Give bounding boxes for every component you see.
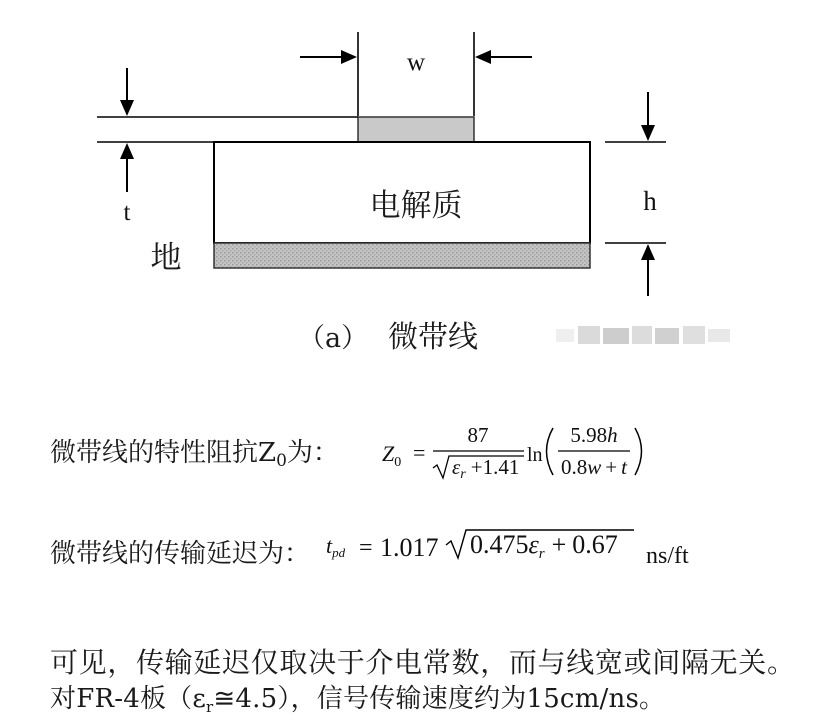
microstrip-diagram <box>97 32 730 355</box>
delay-lead-text: 微带线的传输延迟为： <box>50 539 311 569</box>
inner-numerator <box>570 423 617 447</box>
conclusion-line-1: 可见，传输延迟仅取决于介电常数，而与线宽或间隔无关。 <box>50 646 795 679</box>
figure-caption <box>298 320 478 355</box>
conclusion-line-2-subscript: r <box>206 698 214 716</box>
height-label: h <box>643 186 657 216</box>
impedance-numerator: 87 <box>467 423 489 447</box>
ground-label: 地 <box>150 240 182 276</box>
impedance-formula-row <box>50 423 642 482</box>
conclusion-line-2-end: ≅4.5），信号传输速度约为15cm/ns。 <box>213 684 665 714</box>
delay-unit: ns/ft <box>646 543 689 569</box>
width-arrow-right-head <box>475 50 491 64</box>
impedance-lead: 微带线的特性阻抗Z <box>50 438 277 468</box>
height-arrow-down-head <box>641 125 655 141</box>
delay-equation <box>326 530 689 569</box>
impedance-log: ln <box>527 444 543 466</box>
impedance-lhs-symbol: Z <box>382 441 395 466</box>
right-paren <box>635 428 642 475</box>
delay-coefficient: 1.017 <box>380 533 439 562</box>
impedance-lead-subscript: 0 <box>276 451 287 471</box>
width-arrow-left-head <box>341 50 357 64</box>
caption-tag: （a） <box>298 323 369 354</box>
height-arrow-up-head <box>641 244 655 260</box>
delay-radicand <box>470 530 618 562</box>
inner-denominator-var: w <box>587 455 602 479</box>
thickness-arrow-up-head <box>120 143 134 159</box>
impedance-equation <box>382 423 642 482</box>
impedance-lhs <box>382 441 401 470</box>
delay-radicand-op: + <box>551 530 567 559</box>
width-dimension <box>300 32 532 116</box>
blurred-watermark <box>556 326 730 344</box>
impedance-denominator <box>452 455 519 482</box>
left-paren <box>547 428 554 475</box>
epsilon-symbol: ε <box>452 455 461 479</box>
delay-radicand-rest: 0.67 <box>572 530 618 559</box>
inner-denominator-var2: t <box>621 455 627 479</box>
conclusion-paragraph <box>50 646 795 716</box>
thickness-arrow-down-head <box>120 100 134 116</box>
epsilon-symbol: ε <box>528 530 539 559</box>
delay-formula-row <box>50 530 689 569</box>
thickness-label: t <box>123 199 131 226</box>
watermark-block <box>603 328 629 344</box>
inner-denominator-op: + <box>605 455 618 479</box>
epsilon-subscript: r <box>460 467 466 482</box>
watermark-block <box>683 326 705 344</box>
height-dimension <box>605 92 666 296</box>
epsilon-subscript: r <box>538 546 545 562</box>
dielectric-label: 电解质 <box>369 188 463 224</box>
ground-plane <box>214 243 590 268</box>
delay-radicand-coef: 0.475 <box>470 530 529 559</box>
impedance-lead-text <box>50 438 339 471</box>
watermark-block <box>708 329 730 342</box>
impedance-denominator-rest: +1.41 <box>470 455 520 479</box>
inner-numerator-coef: 5.98 <box>570 423 608 447</box>
watermark-block <box>655 328 679 344</box>
impedance-lhs-subscript: 0 <box>394 455 402 470</box>
inner-denominator-coef: 0.8 <box>561 455 588 479</box>
conclusion-line-2 <box>50 684 665 716</box>
delay-lhs-subscript: pd <box>332 545 346 560</box>
delay-lhs <box>326 533 346 560</box>
delay-lhs-symbol: t <box>326 533 333 558</box>
inner-denominator <box>561 455 628 479</box>
watermark-block <box>578 326 600 344</box>
watermark-block <box>632 326 652 344</box>
caption-title: 微带线 <box>388 320 478 355</box>
width-label: w <box>406 49 426 76</box>
conclusion-line-2-start: 对FR-4板（ε <box>50 684 206 714</box>
inner-numerator-var: h <box>607 423 618 447</box>
impedance-equals: = <box>413 440 426 465</box>
watermark-block <box>556 329 574 342</box>
conductor-strip <box>358 117 474 142</box>
delay-equals: = <box>359 535 373 561</box>
impedance-lead-end: 为： <box>286 438 339 468</box>
